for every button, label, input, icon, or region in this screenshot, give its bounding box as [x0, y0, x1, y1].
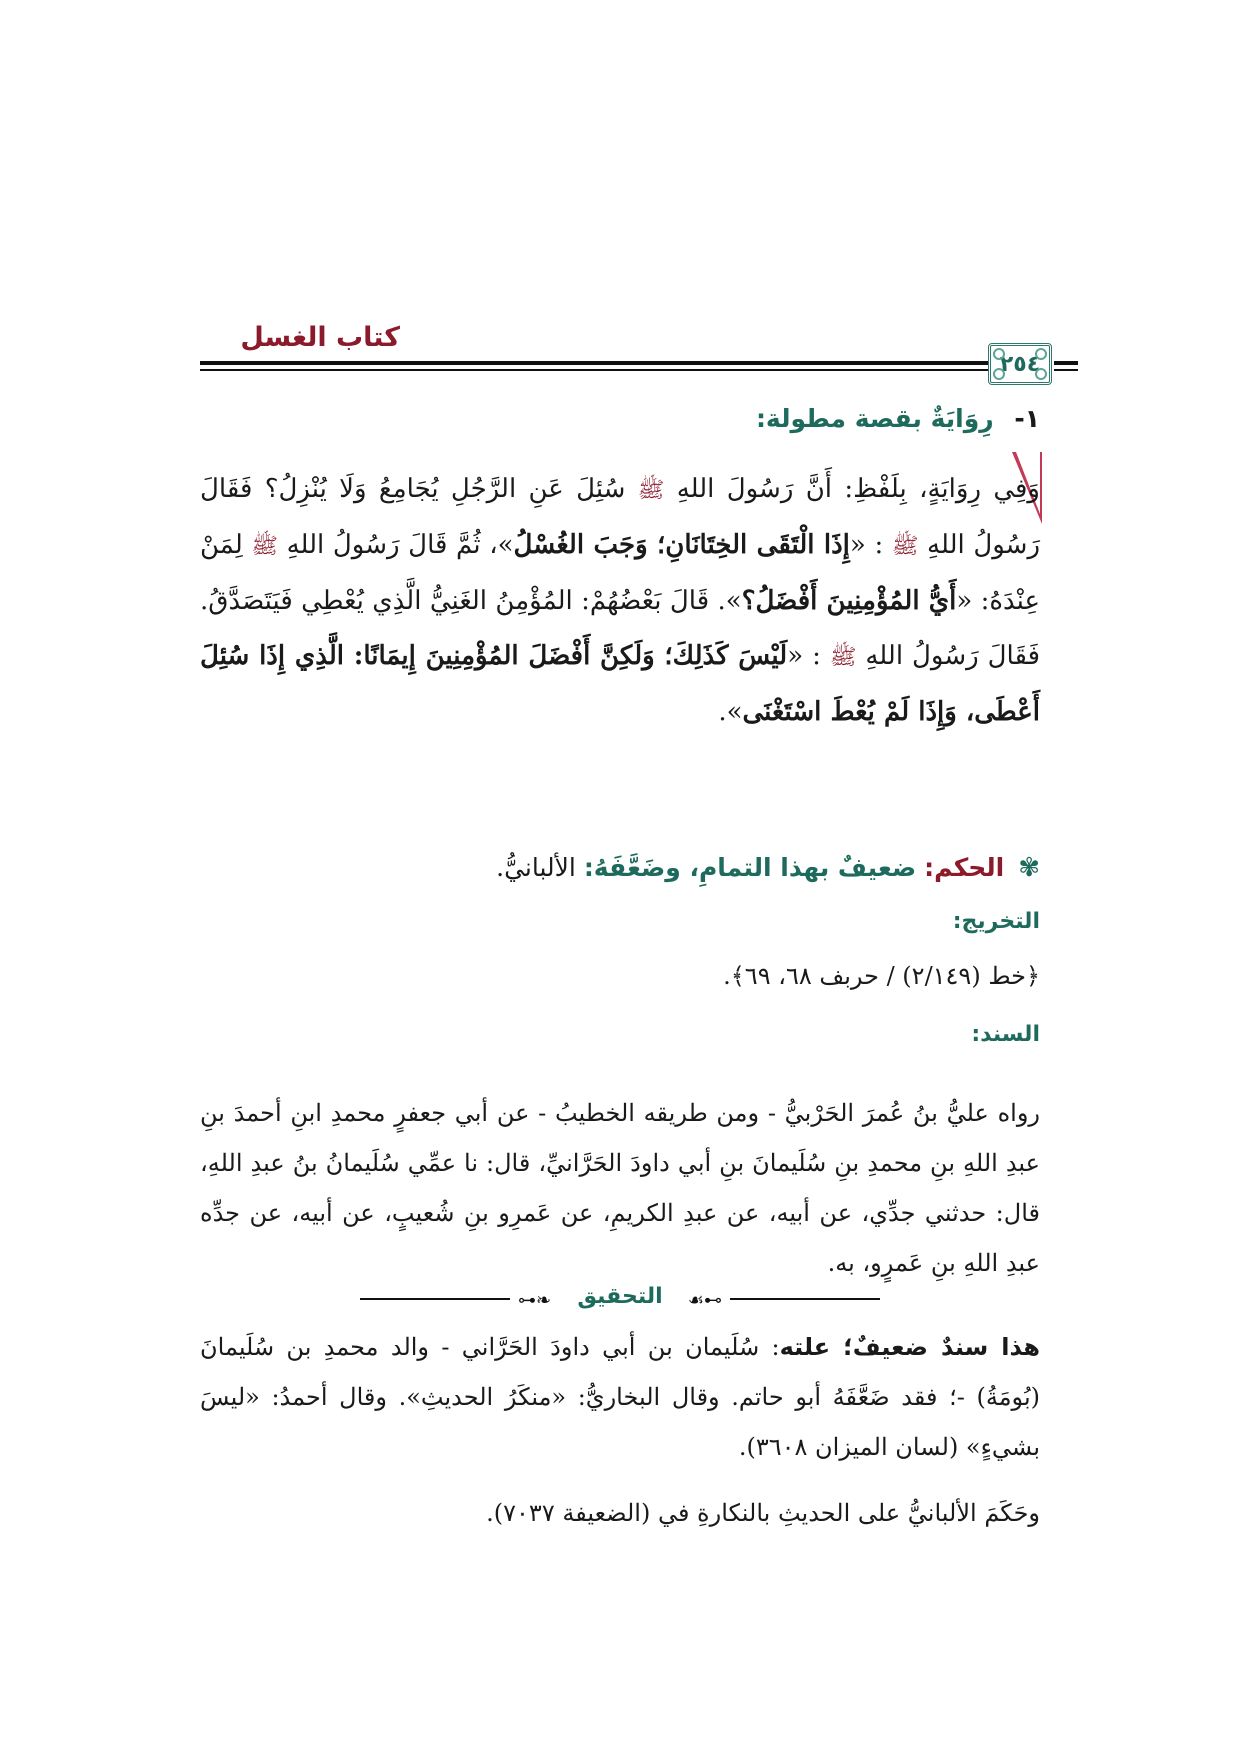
- salawat-icon: ﷺ: [251, 534, 278, 559]
- section-heading-text: رِوَايَةٌ بقصة مطولة:: [755, 404, 994, 433]
- hadith-part: ». قَالَ بَعْضُهُمْ: المُؤْمِنُ الغَنِيُّ الَّذِي يُعْطِي فَيَتَصَدَّقُ. فَقَالَ رَسُولُ اللهِ: [200, 586, 1041, 671]
- hadith-part: وَفِي رِوَايَةٍ، بِلَفْظِ: أَنَّ رَسُولَ اللهِ: [676, 474, 1040, 504]
- ruling-label: الحكم:: [924, 853, 1005, 882]
- ornament-icon: [1035, 368, 1047, 380]
- ruling-verdict: ضعيفٌ بهذا التمامِ، وضَعَّفَهُ:: [583, 853, 917, 882]
- tahqiq-title: التحقيق: [577, 1284, 663, 1309]
- header-rule-thick-right: [1054, 361, 1078, 365]
- hadith-part: : «: [787, 641, 821, 671]
- hadith-quote: إِذَا الْتَقَى الخِتَانَانِ؛ وَجَبَ الغُسْلُ: [513, 530, 850, 560]
- section-heading: [200, 404, 1040, 433]
- hadith-quote: أَيُّ المُؤْمِنِينَ أَفْضَلُ؟: [741, 586, 957, 616]
- hadith-part: لِمَنْ عِنْدَهُ: «: [200, 530, 1040, 616]
- sanad-text: رواه عليُّ بنُ عُمرَ الحَرْبيُّ - ومن طريقه الخطيبُ - عن أبي جعفرٍ محمدِ ابنِ أحمدَ بنِ عبدِ اللهِ بنِ محمدِ بنِ سُلَيمانَ بنِ أبي داودَ الحَرَّانيِّ، قال: نا عمِّي سُلَيمانُ بنُ عبدِ اللهِ، قال: حدثني جدِّي، عن أبيه، عن عبدِ الكريمِ، عن عَمرِو بنِ شُعيبٍ، عن أبيه، عن جدِّه عبدِ اللهِ بنِ عَمرٍو، به.: [200, 1099, 1040, 1277]
- ornament-icon: [1035, 348, 1047, 360]
- tahqiq-divider: [360, 1284, 880, 1314]
- takhrij-label: التخريج:: [952, 909, 1040, 934]
- ornament-icon: [993, 348, 1005, 360]
- hadith-quote: لَيْسَ كَذَلِكَ؛ وَلَكِنَّ أَفْضَلَ المُؤْمِنِينَ إِيمَانًا: الَّذِي إِذَا سُئِلَ أَعْطَى، وَإِذَا لَمْ يُعْطَ اسْتَغْنَى: [200, 641, 1040, 727]
- ruling-authority: الألبانيُّ.: [496, 853, 576, 882]
- salawat-icon: ﷺ: [829, 645, 857, 670]
- tahqiq-text: [200, 1322, 1040, 1472]
- salawat-icon: ﷺ: [637, 478, 665, 503]
- takhrij-text: ﴿خط (٢/١٤٩) / حربف ٦٨، ٦٩﴾.: [723, 962, 1040, 990]
- ornament-icon: [993, 368, 1005, 380]
- flourish-icon: ☙⊷: [687, 1290, 722, 1311]
- hadith-part: ».: [718, 697, 743, 727]
- tahqiq-body: : سُلَيمان بن أبي داودَ الحَرَّاني - والد محمدِ بن سُلَيمانَ (بُومَةُ) -؛ فقد ضَعَّفَهُ أبو حاتم. وقال البخاريُّ: «منكَرُ الحديثِ». وقال أحمدُ: «ليسَ بشيءٍ» (لسان الميزان ٣٦٠٨).: [200, 1333, 1040, 1461]
- tahqiq-bold: هذا سندٌ ضعيفٌ؛ علته: [779, 1333, 1040, 1361]
- book-title: كتاب الغسل: [240, 322, 400, 353]
- albani-verdict-text: وحَكَمَ الألبانيُّ على الحديثِ بالنكارةِ في (الضعيفة ٧٠٣٧).: [486, 1499, 1040, 1527]
- sanad-label: السند:: [971, 1022, 1040, 1047]
- page-number-box: [988, 343, 1052, 385]
- header-rule-thin-right: [1054, 369, 1078, 371]
- hadith-part: : «: [849, 530, 884, 560]
- ruling-line: [200, 848, 1040, 888]
- header-rule-thin: [200, 369, 1024, 371]
- hadith-part: سُئِلَ عَنِ الرَّجُلِ يُجَامِعُ وَلَا يُنْزِلُ؟ فَقَالَ رَسُولُ اللهِ: [200, 474, 1041, 560]
- rosette-icon: ✾: [1018, 853, 1040, 883]
- hadith-part: »، ثُمَّ قَالَ رَسُولُ اللهِ: [286, 530, 514, 560]
- hadith-text: [200, 462, 1040, 740]
- page-number: ٢٥٤: [999, 351, 1041, 377]
- flourish-icon: ⊶❧: [518, 1290, 552, 1311]
- salawat-icon: ﷺ: [891, 534, 919, 559]
- section-number: ١-: [1014, 404, 1040, 433]
- header-rule-thick: [200, 361, 1024, 365]
